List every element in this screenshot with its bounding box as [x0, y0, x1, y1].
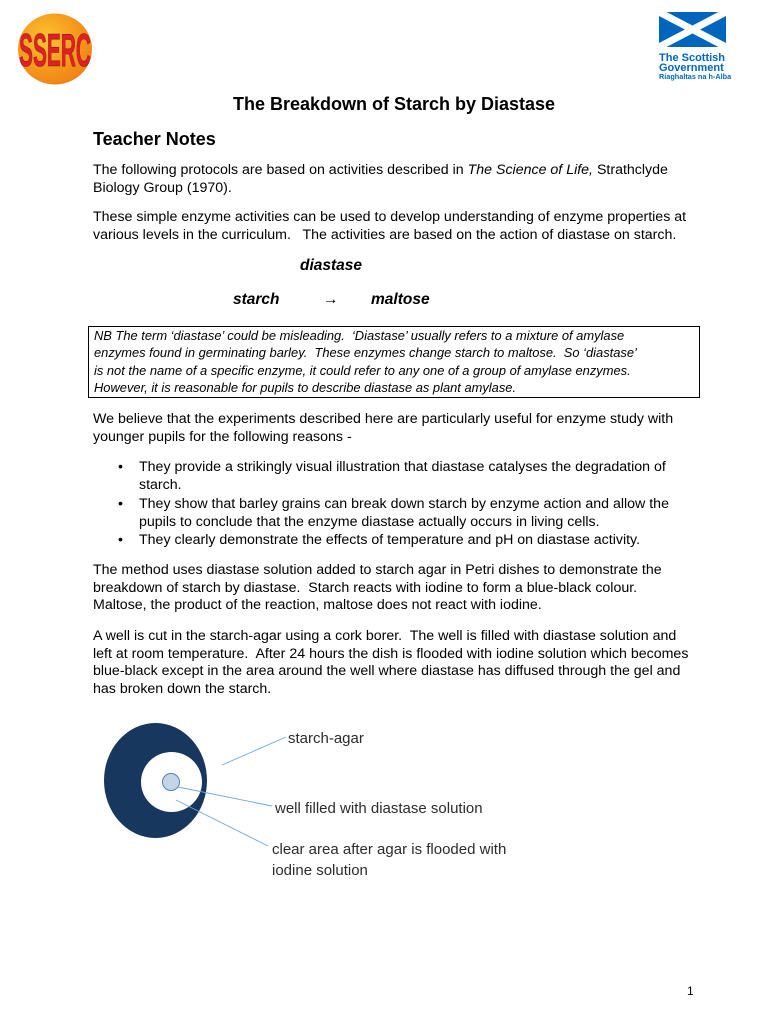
- paragraph-line: younger pupils for the following reasons -: [93, 428, 352, 445]
- list-item-line: They clearly demonstrate the effects of temperature and pH on diastase activity.: [139, 532, 641, 548]
- paragraph-line: We believe that the experiments described here are particularly useful for enzyme study with: [93, 411, 674, 427]
- paragraph-line: These simple enzyme activities can be used to develop understanding of enzyme properties at: [93, 209, 687, 225]
- list-item-line: They show that barley grains can break down starch by enzyme action and allow the: [139, 496, 669, 512]
- reaction-arrow-icon: →: [323, 291, 339, 308]
- paragraph-line: Biology Group (1970).: [93, 179, 232, 196]
- bullet-icon: •: [118, 459, 123, 475]
- intro-text: The following protocols are based on activities described in: [93, 162, 468, 178]
- equation-substrate: starch: [233, 291, 280, 308]
- sserc-logo: [14, 10, 98, 90]
- bullet-icon: •: [118, 496, 123, 512]
- note-box: [88, 326, 700, 398]
- list-item: [139, 532, 640, 550]
- paragraph-line: Maltose, the product of the reaction, maltose does not react with iodine.: [93, 597, 542, 614]
- govt-logo-line-1: The Scottish: [659, 52, 726, 64]
- petri-dish-diagram: [95, 715, 535, 879]
- well-paragraph: [93, 628, 688, 698]
- paragraph-line: breakdown of starch by diastase. Starch reacts with iodine to form a blue-black colour.: [93, 579, 638, 596]
- paragraph-line: left at room temperature. After 24 hours the dish is flooded with iodine solution which becomes: [93, 645, 689, 662]
- paragraph-line: blue-black except in the area around the well where diastase has diffused through the gel and: [93, 663, 681, 680]
- paragraph-line: [93, 162, 668, 180]
- sserc-logo-lettering: SSERC: [19, 24, 91, 76]
- bullet-icon: •: [118, 532, 123, 548]
- section-heading: Teacher Notes: [93, 129, 216, 149]
- note-line: enzymes found in germinating barley. These enzymes change starch to maltose. So ‘diastase’: [94, 345, 637, 361]
- list-item: [139, 496, 669, 531]
- note-line: However, it is reasonable for pupils to describe diastase as plant amylase.: [94, 380, 517, 396]
- paragraph-line: has broken down the starch.: [93, 680, 272, 697]
- well: [163, 774, 180, 791]
- scottish-government-logo: [655, 8, 733, 84]
- label-starch-agar: starch-agar: [288, 730, 364, 747]
- note-line: is not the name of a specific enzyme, it could refer to any one of a group of amylase enzymes.: [94, 362, 631, 378]
- document-title: The Breakdown of Starch by Diastase: [232, 94, 556, 114]
- pointer-line-agar: [222, 737, 286, 765]
- label-well: well filled with diastase solution: [275, 800, 483, 817]
- label-clear-area: clear area after agar is flooded with: [272, 841, 507, 858]
- reasons-paragraph: [93, 411, 673, 446]
- list-item-line: They provide a strikingly visual illustration that diastase catalyses the degradation of: [139, 459, 666, 475]
- intro-text: Strathclyde: [593, 162, 668, 178]
- intro-paragraph: [93, 162, 668, 197]
- paragraph-line: A well is cut in the starch-agar using a cork borer. The well is filled with diastase solution and: [93, 628, 677, 644]
- equation-product: maltose: [371, 291, 430, 308]
- page-number: 1: [687, 984, 694, 998]
- paragraph-line: various levels in the curriculum. The activities are based on the action of diastase on starch.: [93, 226, 677, 243]
- label-clear-area: iodine solution: [272, 862, 368, 879]
- note-line: NB The term ‘diastase’ could be misleading. ‘Diastase’ usually refers to a mixture of amylase: [94, 328, 625, 343]
- list-item: [139, 459, 666, 494]
- equation-enzyme: diastase: [300, 257, 363, 274]
- list-item-line: pupils to conclude that the enzyme diastase actually occurs in living cells.: [139, 513, 600, 530]
- list-item-line: starch.: [139, 476, 182, 493]
- paragraph-line: The method uses diastase solution added to starch agar in Petri dishes to demonstrate the: [93, 562, 662, 578]
- govt-logo-line-2: Government: [659, 62, 724, 74]
- book-title: The Science of Life,: [467, 162, 594, 178]
- method-paragraph: [93, 562, 662, 615]
- govt-logo-gaelic-line: Riaghaltas na h-Alba: [659, 72, 732, 81]
- activities-paragraph: [93, 209, 686, 244]
